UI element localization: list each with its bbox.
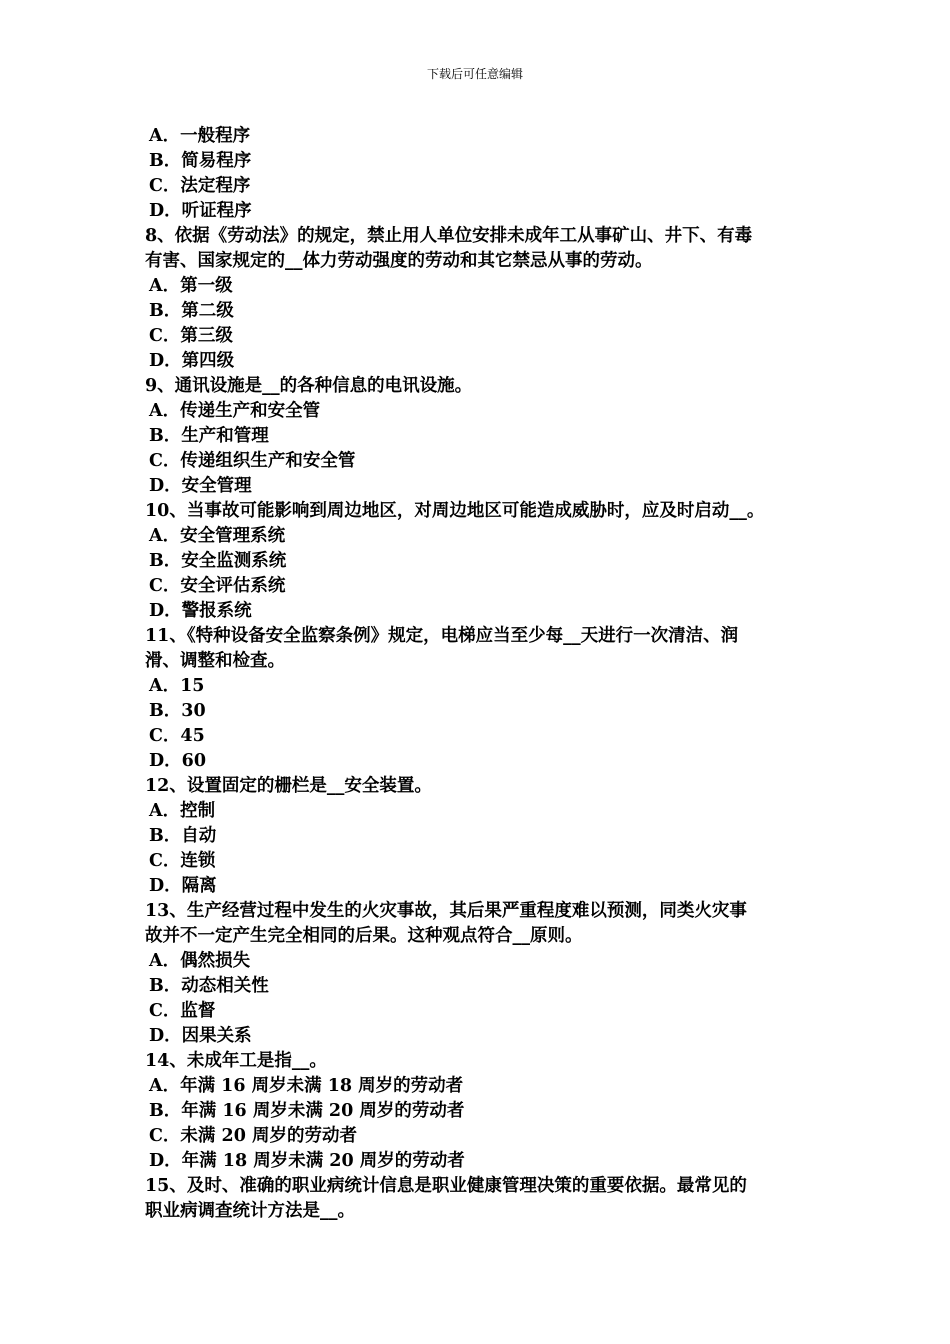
answer-option: C．45 (149, 726, 205, 746)
question-text: 12、设置固定的栅栏是__安全装置。 (145, 776, 432, 796)
answer-option: D．隔离 (149, 876, 217, 896)
question-text: 职业病调查统计方法是__。 (145, 1201, 355, 1221)
answer-option: B．简易程序 (149, 151, 252, 171)
question-text: 8、依据《劳动法》的规定，禁止用人单位安排未成年工从事矿山、井下、有毒 (145, 226, 753, 246)
answer-option: D．听证程序 (149, 201, 252, 221)
answer-option: D．60 (149, 751, 207, 771)
answer-option: C．未满 20 周岁的劳动者 (149, 1126, 357, 1146)
answer-option: A．控制 (149, 801, 216, 821)
answer-option: B．第二级 (149, 301, 234, 321)
answer-option: D．第四级 (149, 351, 235, 371)
question-text: 13、生产经营过程中发生的火灾事故，其后果严重程度难以预测，同类火灾事 (145, 901, 747, 921)
question-text: 15、及时、准确的职业病统计信息是职业健康管理决策的重要依据。最常见的 (145, 1176, 747, 1196)
answer-option: A．传递生产和安全管 (149, 401, 321, 421)
page-header: 下载后可任意编辑 (426, 67, 523, 81)
answer-option: C．连锁 (149, 851, 216, 871)
document-body (145, 124, 810, 1224)
answer-option: C．第三级 (149, 326, 233, 346)
answer-option: D．警报系统 (149, 601, 252, 621)
answer-option: C．安全评估系统 (149, 576, 286, 596)
question-text: 有害、国家规定的__体力劳动强度的劳动和其它禁忌从事的劳动。 (145, 251, 653, 271)
answer-option: A．年满 16 周岁未满 18 周岁的劳动者 (149, 1076, 464, 1096)
answer-option: B．生产和管理 (149, 426, 269, 446)
answer-option: B．自动 (149, 826, 217, 846)
answer-option: D．安全管理 (149, 476, 252, 496)
question-text: 11、《特种设备安全监察条例》规定，电梯应当至少每__天进行一次清洁、润 (145, 626, 739, 646)
question-text: 14、未成年工是指__。 (145, 1051, 327, 1071)
question-text: 10、当事故可能影响到周边地区，对周边地区可能造成威胁时，应及时启动__。 (145, 501, 765, 521)
answer-option: A．偶然损失 (149, 951, 251, 971)
question-text: 9、通讯设施是__的各种信息的电讯设施。 (145, 376, 473, 396)
answer-option: A．一般程序 (149, 126, 251, 146)
answer-option: D．年满 18 周岁未满 20 周岁的劳动者 (149, 1151, 465, 1171)
answer-option: C．监督 (149, 1001, 216, 1021)
answer-option: B．安全监测系统 (149, 551, 287, 571)
answer-option: A．安全管理系统 (149, 526, 286, 546)
answer-option: A．15 (149, 676, 205, 696)
answer-option: B．年满 16 周岁未满 20 周岁的劳动者 (149, 1101, 465, 1121)
answer-option: B．30 (149, 701, 206, 721)
answer-option: D．因果关系 (149, 1026, 252, 1046)
answer-option: C．法定程序 (149, 176, 251, 196)
question-text: 故并不一定产生完全相同的后果。这种观点符合__原则。 (145, 926, 583, 946)
question-text: 滑、调整和检查。 (145, 651, 285, 671)
answer-option: A．第一级 (149, 276, 233, 296)
answer-option: B．动态相关性 (149, 976, 269, 996)
answer-option: C．传递组织生产和安全管 (149, 451, 356, 471)
